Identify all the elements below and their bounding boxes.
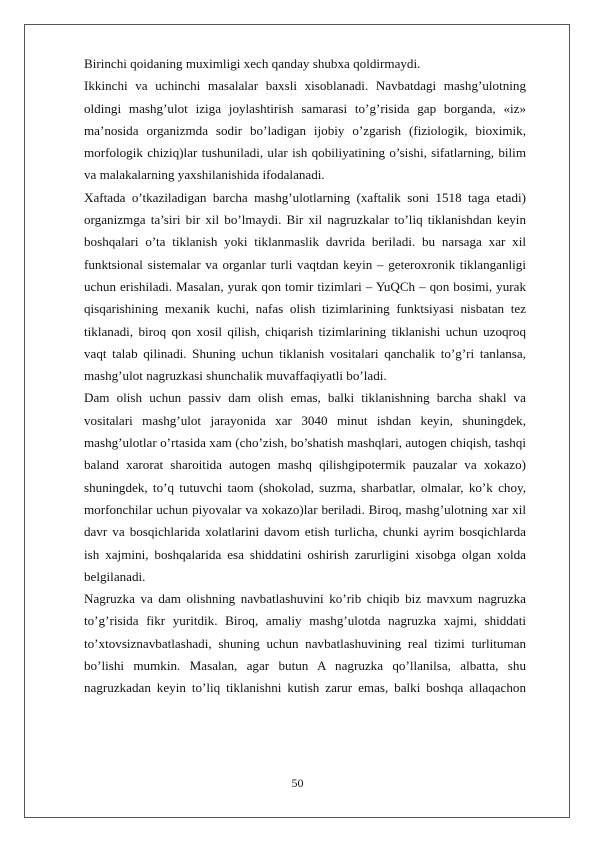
paragraph-4: Dam olish uchun passiv dam olish emas, balki tiklanishning barcha shakl va vositalari mashg’ulot jarayonida xar 3040 minut ishdan keyin, shuningdek, mashg’ulotlar o’rtasida xam (cho’zish, bo’shatish mashqlari, autogen chiqish, tashqi baland xarorat sharoitida autogen mashq qilishgipotermik pauzalar va xokazo) shuningdek, to’q tutuvchi taom (shokolad, suzma, sharbatlar, olmalar, ko’k choy, morfonchilar uchun piyovalar va xokazo)lar beriladi. Biroq, mashg’ulotning xar xil davr va bosqichlarida xolatlarini davom etish turlicha, chunki ayrim bosqichlarda ish xajmini, boshqalarida esa shiddatini oshirish zarurligini xisobga olgan xolda belgilanadi. bbox=[84, 390, 526, 584]
paragraph-5: Nagruzka va dam olishning navbatlashuvini ko’rib chiqib biz mavxum nagruzka to’g’risida fikr yuritdik. Biroq, amaliy mashg’ulotda nagruzka xajmi, shiddati to’xtovsiznavbatlashadi, shuning uchun navbatlashuvining real tizimi turlituman bo’lishi mumkin. Masalan, agar butun A nagruzka qo’llanilsa, albatta, shu nagruzkadan keyin to’liq tiklanishni kutish zarur emas, balki boshqa allaqachon bbox=[84, 591, 526, 696]
paragraph-1: Birinchi qoidaning muximligi xech qanday shubxa qoldirmaydi. bbox=[84, 56, 421, 71]
document-body bbox=[84, 53, 526, 700]
paragraph-2: Ikkinchi va uchinchi masalalar baxsli xisoblanadi. Navbatdagi mashg’ulotning oldingi mashg’ulot iziga joylashtirish samarasi to’g’risida gap borganda, «iz» ma’nosida organizmda sodir bo’ladigan ijobiy o’zgarish (fiziologik, bioximik, morfologik chiziq)lar tushuniladi, ular ish qobiliyatining o’sishi, sifatlarning, bilim va malakalarning yaxshilanishida ifodalanadi. bbox=[84, 78, 526, 183]
paragraph-3: Xaftada o’tkaziladigan barcha mashg’ulotlarning (xaftalik soni 1518 taga etadi) organizmga ta’siri bir xil bo’lmaydi. Bir xil nagruzkalar to’liq tiklanishdan keyin boshqalari o’ta tiklanish yoki tiklanmaslik davrida beriladi. bu narsaga xar xil funktsional sistemalar va organlar turli vaqtdan keyin – geteroxronik tiklanganligi uchun erishiladi. Masalan, yurak qon tomir tizimlari – YuQCh – qon bosimi, yurak qisqarishining mexanik kuchi, nafas olish tizimlarining funktsiyasi nisbatan tez tiklanadi, biroq qon xosil qilish, chiqarish tizimlarining tiklanishi uchun uzoqroq vaqt talab qilinadi. Shuning uchun tiklanish vositalari qanchalik to’g’ri tanlansa, mashg’ulot nagruzkasi shunchalik muvaffaqiyatli bo’ladi. bbox=[84, 189, 526, 384]
page-number: 50 bbox=[291, 776, 304, 790]
